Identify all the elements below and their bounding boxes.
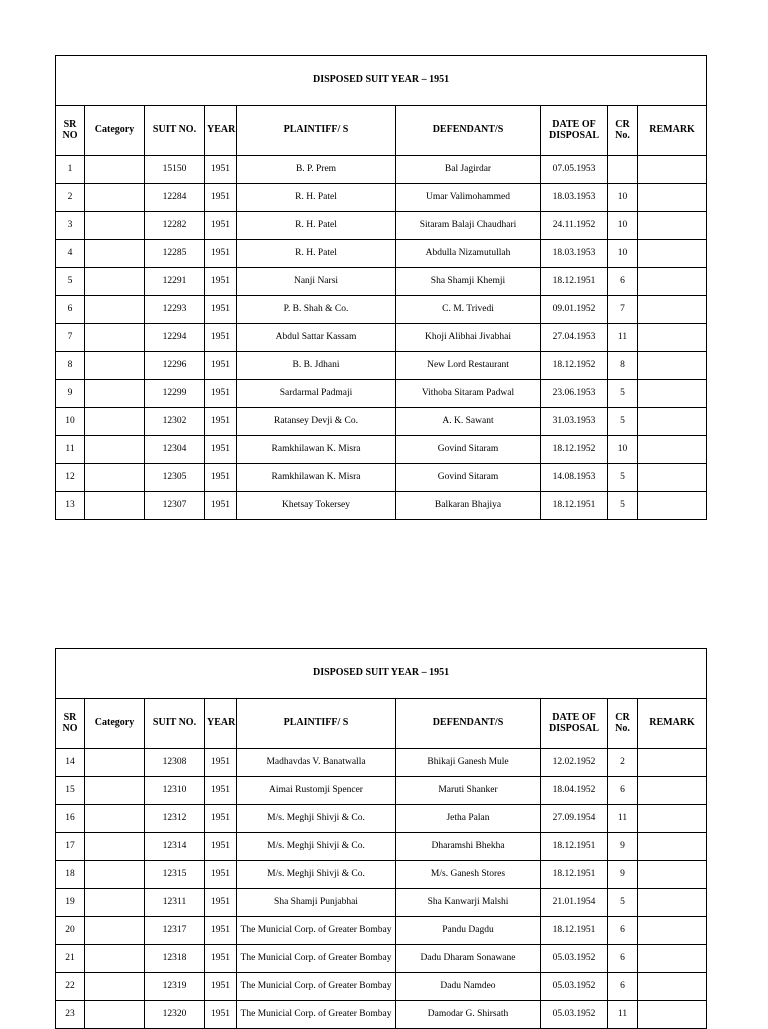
cell-sr-no: 12 (56, 464, 85, 492)
cell-year: 1951 (205, 805, 237, 833)
cell-date-of-disposal: 18.03.1953 (541, 240, 608, 268)
cell-year: 1951 (205, 212, 237, 240)
cell-suit-no: 12291 (145, 268, 205, 296)
cell-sr-no: 10 (56, 408, 85, 436)
cell-suit-no: 12308 (145, 749, 205, 777)
cell-cr-no: 6 (608, 973, 638, 1001)
table-row (56, 296, 707, 324)
cell-remark (638, 436, 707, 464)
cell-category (85, 464, 145, 492)
cell-category (85, 324, 145, 352)
cell-date-of-disposal: 27.04.1953 (541, 324, 608, 352)
cell-remark (638, 352, 707, 380)
cell-remark (638, 945, 707, 973)
table-2-body (56, 649, 707, 1029)
cell-plaintiff: M/s. Meghji Shivji & Co. (237, 861, 396, 889)
table-title: DISPOSED SUIT YEAR – 1951 (56, 649, 707, 699)
cell-category (85, 240, 145, 268)
cell-sr-no: 5 (56, 268, 85, 296)
cell-category (85, 749, 145, 777)
cell-defendant: Damodar G. Shirsath (396, 1001, 541, 1029)
cell-date-of-disposal: 23.06.1953 (541, 380, 608, 408)
cell-category (85, 156, 145, 184)
table-row (56, 917, 707, 945)
cell-sr-no: 14 (56, 749, 85, 777)
cell-plaintiff: B. P. Prem (237, 156, 396, 184)
cell-remark (638, 777, 707, 805)
table-row (56, 777, 707, 805)
cell-plaintiff: Khetsay Tokersey (237, 492, 396, 520)
table-row (56, 492, 707, 520)
table-row (56, 184, 707, 212)
table-1-body (56, 56, 707, 520)
cell-defendant: Umar Valimohammed (396, 184, 541, 212)
cell-suit-no: 12312 (145, 805, 205, 833)
cell-plaintiff: Sha Shamji Punjabhai (237, 889, 396, 917)
cell-suit-no: 12299 (145, 380, 205, 408)
cell-cr-no: 5 (608, 889, 638, 917)
cell-year: 1951 (205, 352, 237, 380)
table-row (56, 436, 707, 464)
cell-date-of-disposal: 24.11.1952 (541, 212, 608, 240)
header-defendant: DEFENDANT/S (396, 106, 541, 156)
cell-plaintiff: R. H. Patel (237, 212, 396, 240)
cell-date-of-disposal: 18.12.1951 (541, 268, 608, 296)
cell-cr-no: 8 (608, 352, 638, 380)
cell-remark (638, 917, 707, 945)
header-cr-no: CR No. (608, 699, 638, 749)
header-cr-no: CR No. (608, 106, 638, 156)
cell-date-of-disposal: 18.12.1951 (541, 917, 608, 945)
table-row (56, 156, 707, 184)
cell-cr-no: 6 (608, 945, 638, 973)
cell-cr-no: 5 (608, 464, 638, 492)
cell-year: 1951 (205, 861, 237, 889)
disposed-suit-table-2 (55, 648, 707, 1029)
cell-cr-no: 10 (608, 212, 638, 240)
cell-remark (638, 889, 707, 917)
cell-remark (638, 296, 707, 324)
cell-suit-no: 12310 (145, 777, 205, 805)
cell-defendant: Sitaram Balaji Chaudhari (396, 212, 541, 240)
cell-category (85, 777, 145, 805)
cell-defendant: Dadu Namdeo (396, 973, 541, 1001)
cell-date-of-disposal: 18.12.1951 (541, 492, 608, 520)
header-category: Category (85, 106, 145, 156)
cell-date-of-disposal: 14.08.1953 (541, 464, 608, 492)
cell-remark (638, 212, 707, 240)
cell-cr-no: 11 (608, 805, 638, 833)
cell-suit-no: 12302 (145, 408, 205, 436)
cell-sr-no: 23 (56, 1001, 85, 1029)
cell-defendant: Vithoba Sitaram Padwal (396, 380, 541, 408)
cell-remark (638, 324, 707, 352)
cell-remark (638, 861, 707, 889)
cell-date-of-disposal: 18.12.1952 (541, 352, 608, 380)
cell-remark (638, 380, 707, 408)
cell-cr-no: 6 (608, 777, 638, 805)
cell-defendant: Govind Sitaram (396, 436, 541, 464)
cell-category (85, 212, 145, 240)
table-row (56, 464, 707, 492)
cell-suit-no: 12315 (145, 861, 205, 889)
cell-plaintiff: The Municial Corp. of Greater Bombay (237, 945, 396, 973)
cell-sr-no: 2 (56, 184, 85, 212)
cell-cr-no: 5 (608, 380, 638, 408)
cell-defendant: Bhikaji Ganesh Mule (396, 749, 541, 777)
cell-year: 1951 (205, 973, 237, 1001)
cell-cr-no: 2 (608, 749, 638, 777)
cell-defendant: Pandu Dagdu (396, 917, 541, 945)
cell-remark (638, 1001, 707, 1029)
cell-plaintiff: The Municial Corp. of Greater Bombay (237, 1001, 396, 1029)
cell-year: 1951 (205, 1001, 237, 1029)
cell-category (85, 296, 145, 324)
table-row (56, 805, 707, 833)
cell-plaintiff: Nanji Narsi (237, 268, 396, 296)
cell-date-of-disposal: 31.03.1953 (541, 408, 608, 436)
cell-year: 1951 (205, 917, 237, 945)
table-row (56, 945, 707, 973)
cell-year: 1951 (205, 749, 237, 777)
cell-date-of-disposal: 05.03.1952 (541, 945, 608, 973)
cell-category (85, 268, 145, 296)
cell-suit-no: 12319 (145, 973, 205, 1001)
table-row (56, 324, 707, 352)
cell-plaintiff: Madhavdas V. Banatwalla (237, 749, 396, 777)
cell-defendant: C. M. Trivedi (396, 296, 541, 324)
cell-sr-no: 11 (56, 436, 85, 464)
cell-date-of-disposal: 05.03.1952 (541, 973, 608, 1001)
table-row (56, 749, 707, 777)
table-row (56, 833, 707, 861)
cell-sr-no: 8 (56, 352, 85, 380)
cell-remark (638, 805, 707, 833)
cell-suit-no: 12317 (145, 917, 205, 945)
cell-cr-no (608, 156, 638, 184)
cell-cr-no: 9 (608, 861, 638, 889)
cell-remark (638, 408, 707, 436)
cell-plaintiff: B. B. Jdhani (237, 352, 396, 380)
cell-date-of-disposal: 09.01.1952 (541, 296, 608, 324)
cell-sr-no: 7 (56, 324, 85, 352)
header-year: YEAR (205, 106, 237, 156)
cell-remark (638, 973, 707, 1001)
cell-year: 1951 (205, 296, 237, 324)
table-row (56, 889, 707, 917)
cell-sr-no: 18 (56, 861, 85, 889)
cell-category (85, 184, 145, 212)
cell-suit-no: 12305 (145, 464, 205, 492)
header-remark: REMARK (638, 699, 707, 749)
cell-category (85, 436, 145, 464)
cell-cr-no: 11 (608, 1001, 638, 1029)
cell-suit-no: 12320 (145, 1001, 205, 1029)
cell-plaintiff: The Municial Corp. of Greater Bombay (237, 973, 396, 1001)
cell-year: 1951 (205, 889, 237, 917)
cell-defendant: Sha Shamji Khemji (396, 268, 541, 296)
cell-category (85, 352, 145, 380)
cell-category (85, 380, 145, 408)
cell-defendant: Maruti Shanker (396, 777, 541, 805)
cell-suit-no: 12304 (145, 436, 205, 464)
cell-category (85, 492, 145, 520)
header-plaintiff: PLAINTIFF/ S (237, 106, 396, 156)
cell-year: 1951 (205, 408, 237, 436)
table-row (56, 240, 707, 268)
cell-plaintiff: The Municial Corp. of Greater Bombay (237, 917, 396, 945)
cell-defendant: New Lord Restaurant (396, 352, 541, 380)
cell-defendant: Balkaran Bhajiya (396, 492, 541, 520)
cell-defendant: Abdulla Nizamutullah (396, 240, 541, 268)
table-row (56, 352, 707, 380)
cell-sr-no: 21 (56, 945, 85, 973)
cell-suit-no: 12294 (145, 324, 205, 352)
table-row (56, 973, 707, 1001)
cell-year: 1951 (205, 464, 237, 492)
cell-plaintiff: M/s. Meghji Shivji & Co. (237, 805, 396, 833)
cell-year: 1951 (205, 268, 237, 296)
cell-cr-no: 10 (608, 436, 638, 464)
cell-sr-no: 9 (56, 380, 85, 408)
cell-category (85, 833, 145, 861)
cell-plaintiff: Abdul Sattar Kassam (237, 324, 396, 352)
cell-date-of-disposal: 05.03.1952 (541, 1001, 608, 1029)
cell-year: 1951 (205, 492, 237, 520)
header-row (56, 106, 707, 156)
cell-date-of-disposal: 07.05.1953 (541, 156, 608, 184)
cell-date-of-disposal: 12.02.1952 (541, 749, 608, 777)
cell-suit-no: 12307 (145, 492, 205, 520)
cell-defendant: A. K. Sawant (396, 408, 541, 436)
cell-category (85, 805, 145, 833)
cell-category (85, 973, 145, 1001)
cell-remark (638, 749, 707, 777)
cell-cr-no: 6 (608, 917, 638, 945)
cell-remark (638, 184, 707, 212)
cell-cr-no: 7 (608, 296, 638, 324)
table-row (56, 408, 707, 436)
cell-sr-no: 17 (56, 833, 85, 861)
cell-year: 1951 (205, 324, 237, 352)
table-row (56, 212, 707, 240)
cell-remark (638, 240, 707, 268)
cell-suit-no: 12284 (145, 184, 205, 212)
header-sr-no: SR NO (56, 106, 85, 156)
cell-cr-no: 6 (608, 268, 638, 296)
table-row (56, 1001, 707, 1029)
cell-cr-no: 11 (608, 324, 638, 352)
cell-category (85, 889, 145, 917)
cell-category (85, 945, 145, 973)
cell-plaintiff: Sardarmal Padmaji (237, 380, 396, 408)
cell-suit-no: 12318 (145, 945, 205, 973)
cell-year: 1951 (205, 833, 237, 861)
cell-cr-no: 9 (608, 833, 638, 861)
cell-defendant: Jetha Palan (396, 805, 541, 833)
cell-sr-no: 4 (56, 240, 85, 268)
cell-plaintiff: Ramkhilawan K. Misra (237, 464, 396, 492)
cell-category (85, 408, 145, 436)
cell-date-of-disposal: 21.01.1954 (541, 889, 608, 917)
cell-plaintiff: R. H. Patel (237, 184, 396, 212)
cell-cr-no: 10 (608, 240, 638, 268)
cell-sr-no: 6 (56, 296, 85, 324)
cell-plaintiff: R. H. Patel (237, 240, 396, 268)
cell-plaintiff: M/s. Meghji Shivji & Co. (237, 833, 396, 861)
header-plaintiff: PLAINTIFF/ S (237, 699, 396, 749)
cell-suit-no: 12314 (145, 833, 205, 861)
header-sr-no: SR NO (56, 699, 85, 749)
cell-category (85, 1001, 145, 1029)
cell-remark (638, 492, 707, 520)
cell-year: 1951 (205, 777, 237, 805)
cell-date-of-disposal: 18.03.1953 (541, 184, 608, 212)
table-row (56, 380, 707, 408)
cell-cr-no: 5 (608, 492, 638, 520)
cell-sr-no: 16 (56, 805, 85, 833)
cell-plaintiff: Ramkhilawan K. Misra (237, 436, 396, 464)
header-suit-no: SUIT NO. (145, 106, 205, 156)
header-date-of-disposal: DATE OF DISPOSAL (541, 699, 608, 749)
cell-plaintiff: Ratansey Devji & Co. (237, 408, 396, 436)
cell-suit-no: 12293 (145, 296, 205, 324)
cell-defendant: Dadu Dharam Sonawane (396, 945, 541, 973)
header-suit-no: SUIT NO. (145, 699, 205, 749)
header-date-of-disposal: DATE OF DISPOSAL (541, 106, 608, 156)
cell-year: 1951 (205, 380, 237, 408)
cell-category (85, 861, 145, 889)
cell-sr-no: 1 (56, 156, 85, 184)
cell-plaintiff: Aimai Rustomji Spencer (237, 777, 396, 805)
cell-sr-no: 22 (56, 973, 85, 1001)
cell-sr-no: 19 (56, 889, 85, 917)
cell-date-of-disposal: 27.09.1954 (541, 805, 608, 833)
cell-defendant: Govind Sitaram (396, 464, 541, 492)
header-category: Category (85, 699, 145, 749)
cell-defendant: M/s. Ganesh Stores (396, 861, 541, 889)
disposed-suit-table-1 (55, 55, 707, 520)
cell-remark (638, 833, 707, 861)
cell-cr-no: 10 (608, 184, 638, 212)
cell-sr-no: 3 (56, 212, 85, 240)
header-row (56, 699, 707, 749)
cell-remark (638, 464, 707, 492)
table-title: DISPOSED SUIT YEAR – 1951 (56, 56, 707, 106)
cell-cr-no: 5 (608, 408, 638, 436)
header-year: YEAR (205, 699, 237, 749)
cell-defendant: Khoji Alibhai Jivabhai (396, 324, 541, 352)
cell-remark (638, 268, 707, 296)
header-defendant: DEFENDANT/S (396, 699, 541, 749)
cell-category (85, 917, 145, 945)
cell-year: 1951 (205, 436, 237, 464)
cell-date-of-disposal: 18.12.1951 (541, 861, 608, 889)
cell-suit-no: 12296 (145, 352, 205, 380)
cell-sr-no: 15 (56, 777, 85, 805)
cell-defendant: Bal Jagirdar (396, 156, 541, 184)
cell-suit-no: 12311 (145, 889, 205, 917)
cell-year: 1951 (205, 240, 237, 268)
cell-defendant: Dharamshi Bhekha (396, 833, 541, 861)
cell-year: 1951 (205, 156, 237, 184)
cell-defendant: Sha Kanwarji Malshi (396, 889, 541, 917)
cell-suit-no: 12282 (145, 212, 205, 240)
cell-sr-no: 20 (56, 917, 85, 945)
header-remark: REMARK (638, 106, 707, 156)
cell-date-of-disposal: 18.12.1951 (541, 833, 608, 861)
cell-year: 1951 (205, 945, 237, 973)
cell-date-of-disposal: 18.04.1952 (541, 777, 608, 805)
cell-year: 1951 (205, 184, 237, 212)
cell-plaintiff: P. B. Shah & Co. (237, 296, 396, 324)
cell-suit-no: 12285 (145, 240, 205, 268)
cell-date-of-disposal: 18.12.1952 (541, 436, 608, 464)
cell-remark (638, 156, 707, 184)
cell-sr-no: 13 (56, 492, 85, 520)
table-row (56, 861, 707, 889)
table-row (56, 268, 707, 296)
cell-suit-no: 15150 (145, 156, 205, 184)
